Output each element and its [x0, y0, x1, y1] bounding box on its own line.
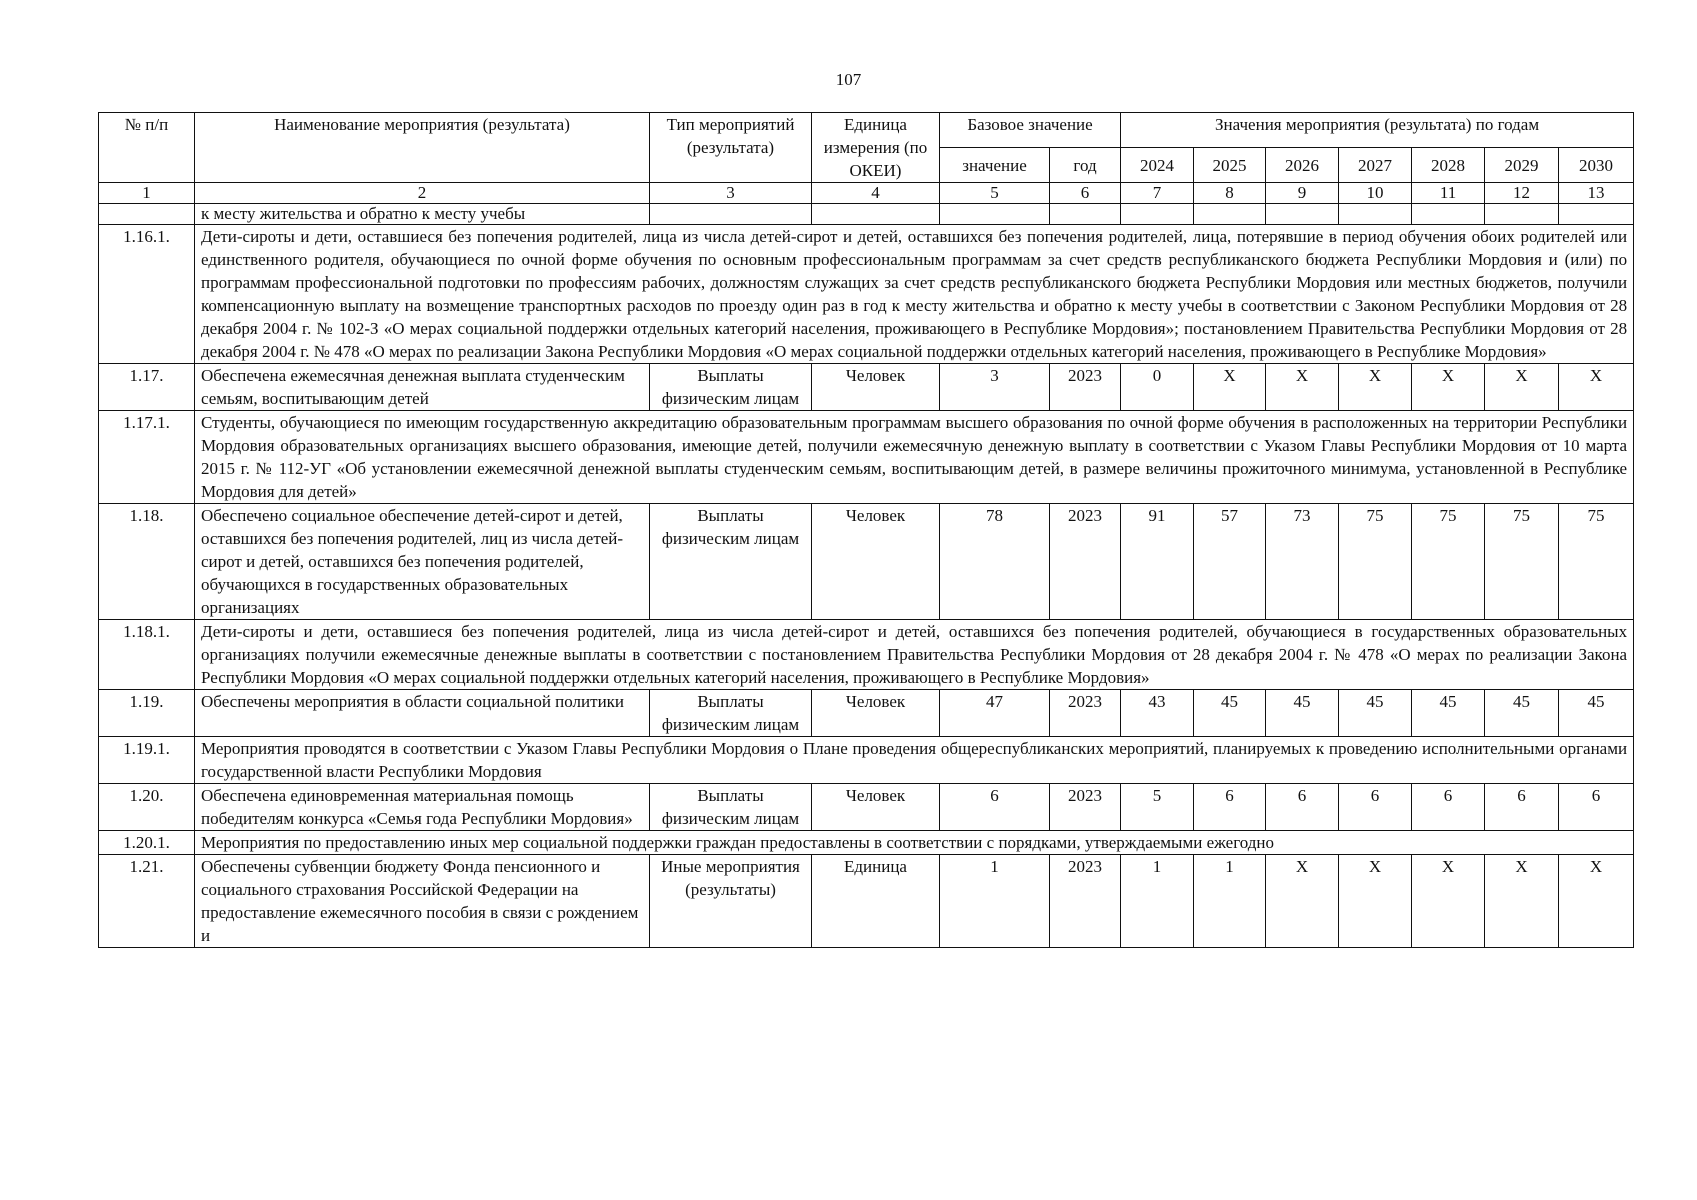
- measure-unit: Единица: [812, 855, 940, 948]
- column-number-row: [99, 183, 1634, 204]
- year-value: 73: [1266, 504, 1339, 620]
- year-value: X: [1412, 855, 1485, 948]
- header-year: 2028: [1412, 148, 1485, 183]
- base-value: 6: [940, 784, 1050, 831]
- continuation-num: [99, 204, 195, 225]
- year-value: 57: [1194, 504, 1266, 620]
- base-year: 2023: [1050, 855, 1121, 948]
- description-row: [99, 831, 1634, 855]
- row-number: 1.20.: [99, 784, 195, 831]
- year-value: 75: [1339, 504, 1412, 620]
- measure-name: Обеспечена единовременная материальная помощь победителям конкурса «Семья года Республики Мордовия»: [195, 784, 650, 831]
- column-number: 4: [812, 183, 940, 204]
- table-body: [99, 204, 1634, 948]
- year-value: X: [1485, 364, 1559, 411]
- description-text: Дети-сироты и дети, оставшиеся без попечения родителей, лица из числа детей-сирот и детей, оставшихся без попечения родителей, обучающиеся в государственных образовательных организациях получили ежемесячные денежные выплаты в соответствии с постановлением Правительства Республики Мордовия от 28 декабря 2004 г. № 478 «О мерах по реализации Закона Республики Мордовия «О мерах социальной поддержки отдельных категорий населения, проживающего в Республике Мордовия»: [195, 620, 1634, 690]
- column-number: 3: [650, 183, 812, 204]
- header-base-value: значение: [940, 148, 1050, 183]
- year-value: 6: [1339, 784, 1412, 831]
- year-value: X: [1339, 855, 1412, 948]
- year-value: X: [1266, 364, 1339, 411]
- continuation-text: к месту жительства и обратно к месту учебы: [195, 204, 650, 225]
- year-value: 75: [1559, 504, 1634, 620]
- year-value: 1: [1194, 855, 1266, 948]
- column-number: 8: [1194, 183, 1266, 204]
- row-number: 1.17.: [99, 364, 195, 411]
- description-text: Мероприятия проводятся в соответствии с Указом Главы Республики Мордовия о Плане проведения общереспубликанских мероприятий, планируемых к проведению исполнительными органами государственной власти Республики Мордовия: [195, 737, 1634, 784]
- description-row: [99, 225, 1634, 364]
- description-row: [99, 411, 1634, 504]
- year-value: 5: [1121, 784, 1194, 831]
- header-year: 2030: [1559, 148, 1634, 183]
- column-number: 6: [1050, 183, 1121, 204]
- base-year: 2023: [1050, 690, 1121, 737]
- year-value: X: [1412, 364, 1485, 411]
- header-years-group: Значения мероприятия (результата) по годам: [1121, 113, 1634, 148]
- year-value: 45: [1485, 690, 1559, 737]
- column-number: 5: [940, 183, 1050, 204]
- year-value: 6: [1559, 784, 1634, 831]
- base-value: 3: [940, 364, 1050, 411]
- year-value: 1: [1121, 855, 1194, 948]
- header-year: 2027: [1339, 148, 1412, 183]
- year-value: 45: [1412, 690, 1485, 737]
- measure-row: [99, 690, 1634, 737]
- measure-row: [99, 784, 1634, 831]
- base-year: 2023: [1050, 784, 1121, 831]
- description-row: [99, 737, 1634, 784]
- measure-type: Выплаты физическим лицам: [650, 784, 812, 831]
- header-type: Тип мероприятий (результата): [650, 113, 812, 183]
- base-value: 78: [940, 504, 1050, 620]
- column-number: 13: [1559, 183, 1634, 204]
- column-number: 9: [1266, 183, 1339, 204]
- row-number: 1.19.1.: [99, 737, 195, 784]
- measure-name: Обеспечена ежемесячная денежная выплата студенческим семьям, воспитывающим детей: [195, 364, 650, 411]
- measure-type: Выплаты физическим лицам: [650, 690, 812, 737]
- base-value: 1: [940, 855, 1050, 948]
- description-text: Мероприятия по предоставлению иных мер социальной поддержки граждан предоставлены в соответствии с порядками, утверждаемыми ежегодно: [195, 831, 1634, 855]
- header-row-1: [99, 113, 1634, 148]
- column-number: 11: [1412, 183, 1485, 204]
- year-value: 45: [1339, 690, 1412, 737]
- year-value: X: [1266, 855, 1339, 948]
- row-number: 1.19.: [99, 690, 195, 737]
- year-value: 91: [1121, 504, 1194, 620]
- year-value: 75: [1485, 504, 1559, 620]
- measure-name: Обеспечены мероприятия в области социальной политики: [195, 690, 650, 737]
- year-value: X: [1559, 364, 1634, 411]
- measure-type: Иные мероприятия (результаты): [650, 855, 812, 948]
- base-year: 2023: [1050, 364, 1121, 411]
- header-year: 2029: [1485, 148, 1559, 183]
- measure-type: Выплаты физическим лицам: [650, 504, 812, 620]
- column-number: 1: [99, 183, 195, 204]
- row-number: 1.21.: [99, 855, 195, 948]
- header-year: 2025: [1194, 148, 1266, 183]
- year-value: 45: [1194, 690, 1266, 737]
- year-value: 6: [1485, 784, 1559, 831]
- header-year: 2024: [1121, 148, 1194, 183]
- description-text: Студенты, обучающиеся по имеющим государственную аккредитацию образовательным программам высшего образования по очной форме обучения в расположенных на территории Республики Мордовия образовательных организациях высшего образования, имеющие детей, получили ежемесячную денежную выплату в соответствии с Указом Главы Республики Мордовия от 10 марта 2015 г. № 112-УГ «Об установлении ежемесячной денежной выплаты студенческим семьям, воспитывающим детей, в размере величины прожиточного минимума, установленной в Республике Мордовия для детей»: [195, 411, 1634, 504]
- header-name: Наименование мероприятия (результата): [195, 113, 650, 183]
- year-value: X: [1194, 364, 1266, 411]
- year-value: 6: [1266, 784, 1339, 831]
- measure-type: Выплаты физическим лицам: [650, 364, 812, 411]
- measure-row: [99, 504, 1634, 620]
- measure-unit: Человек: [812, 364, 940, 411]
- header-num: № п/п: [99, 113, 195, 183]
- header-base-year: год: [1050, 148, 1121, 183]
- year-value: 75: [1412, 504, 1485, 620]
- column-number: 12: [1485, 183, 1559, 204]
- measures-table: [98, 112, 1634, 948]
- header-year: 2026: [1266, 148, 1339, 183]
- measure-row: [99, 855, 1634, 948]
- year-value: 45: [1266, 690, 1339, 737]
- year-value: X: [1485, 855, 1559, 948]
- row-number: 1.18.: [99, 504, 195, 620]
- description-row: [99, 620, 1634, 690]
- measure-name: Обеспечено социальное обеспечение детей-сирот и детей, оставшихся без попечения родителей, лиц из числа детей-сирот и детей, оставшихся без попечения родителей, обучающихся в государственных образовательных организациях: [195, 504, 650, 620]
- description-text: Дети-сироты и дети, оставшиеся без попечения родителей, лица из числа детей-сирот и детей, оставшихся без попечения родителей, лица, потерявшие в период обучения обоих родителей или единственного родителя, обучающиеся по очной форме обучения по основным профессиональным программам за счет средств республиканского бюджета Республики Мордовия и (или) по программам профессиональной подготовки по профессиям рабочих, должностям служащих за счет средств республиканского бюджета Республики Мордовия или местных бюджетов, получили компенсационную выплату на возмещение транспортных расходов по проезду один раз в год к месту жительства и обратно к месту учебы в соответствии с Законом Республики Мордовия от 28 декабря 2004 г. № 102-З «О мерах социальной поддержки отдельных категорий населения, проживающего в Республике Мордовия»; постановлением Правительства Республики Мордовия от 28 декабря 2004 г. № 478 «О мерах по реализации Закона Республики Мордовия «О мерах социальной поддержки отдельных категорий населения, проживающего в Республике Мордовия»: [195, 225, 1634, 364]
- column-number: 10: [1339, 183, 1412, 204]
- row-number: 1.17.1.: [99, 411, 195, 504]
- year-value: X: [1559, 855, 1634, 948]
- continuation-row: [99, 204, 1634, 225]
- row-number: 1.18.1.: [99, 620, 195, 690]
- year-value: 45: [1559, 690, 1634, 737]
- year-value: X: [1339, 364, 1412, 411]
- measure-row: [99, 364, 1634, 411]
- year-value: 6: [1194, 784, 1266, 831]
- measure-unit: Человек: [812, 690, 940, 737]
- base-year: 2023: [1050, 504, 1121, 620]
- measure-name: Обеспечены субвенции бюджету Фонда пенсионного и социального страхования Российской Федерации на предоставление ежемесячного пособия в связи с рождением и: [195, 855, 650, 948]
- column-number: 2: [195, 183, 650, 204]
- measure-unit: Человек: [812, 784, 940, 831]
- year-value: 0: [1121, 364, 1194, 411]
- row-number: 1.20.1.: [99, 831, 195, 855]
- year-value: 6: [1412, 784, 1485, 831]
- header-unit: Единица измерения (по ОКЕИ): [812, 113, 940, 183]
- header-base-group: Базовое значение: [940, 113, 1121, 148]
- year-value: 43: [1121, 690, 1194, 737]
- row-number: 1.16.1.: [99, 225, 195, 364]
- base-value: 47: [940, 690, 1050, 737]
- column-number: 7: [1121, 183, 1194, 204]
- page-number: 107: [835, 70, 862, 89]
- measure-unit: Человек: [812, 504, 940, 620]
